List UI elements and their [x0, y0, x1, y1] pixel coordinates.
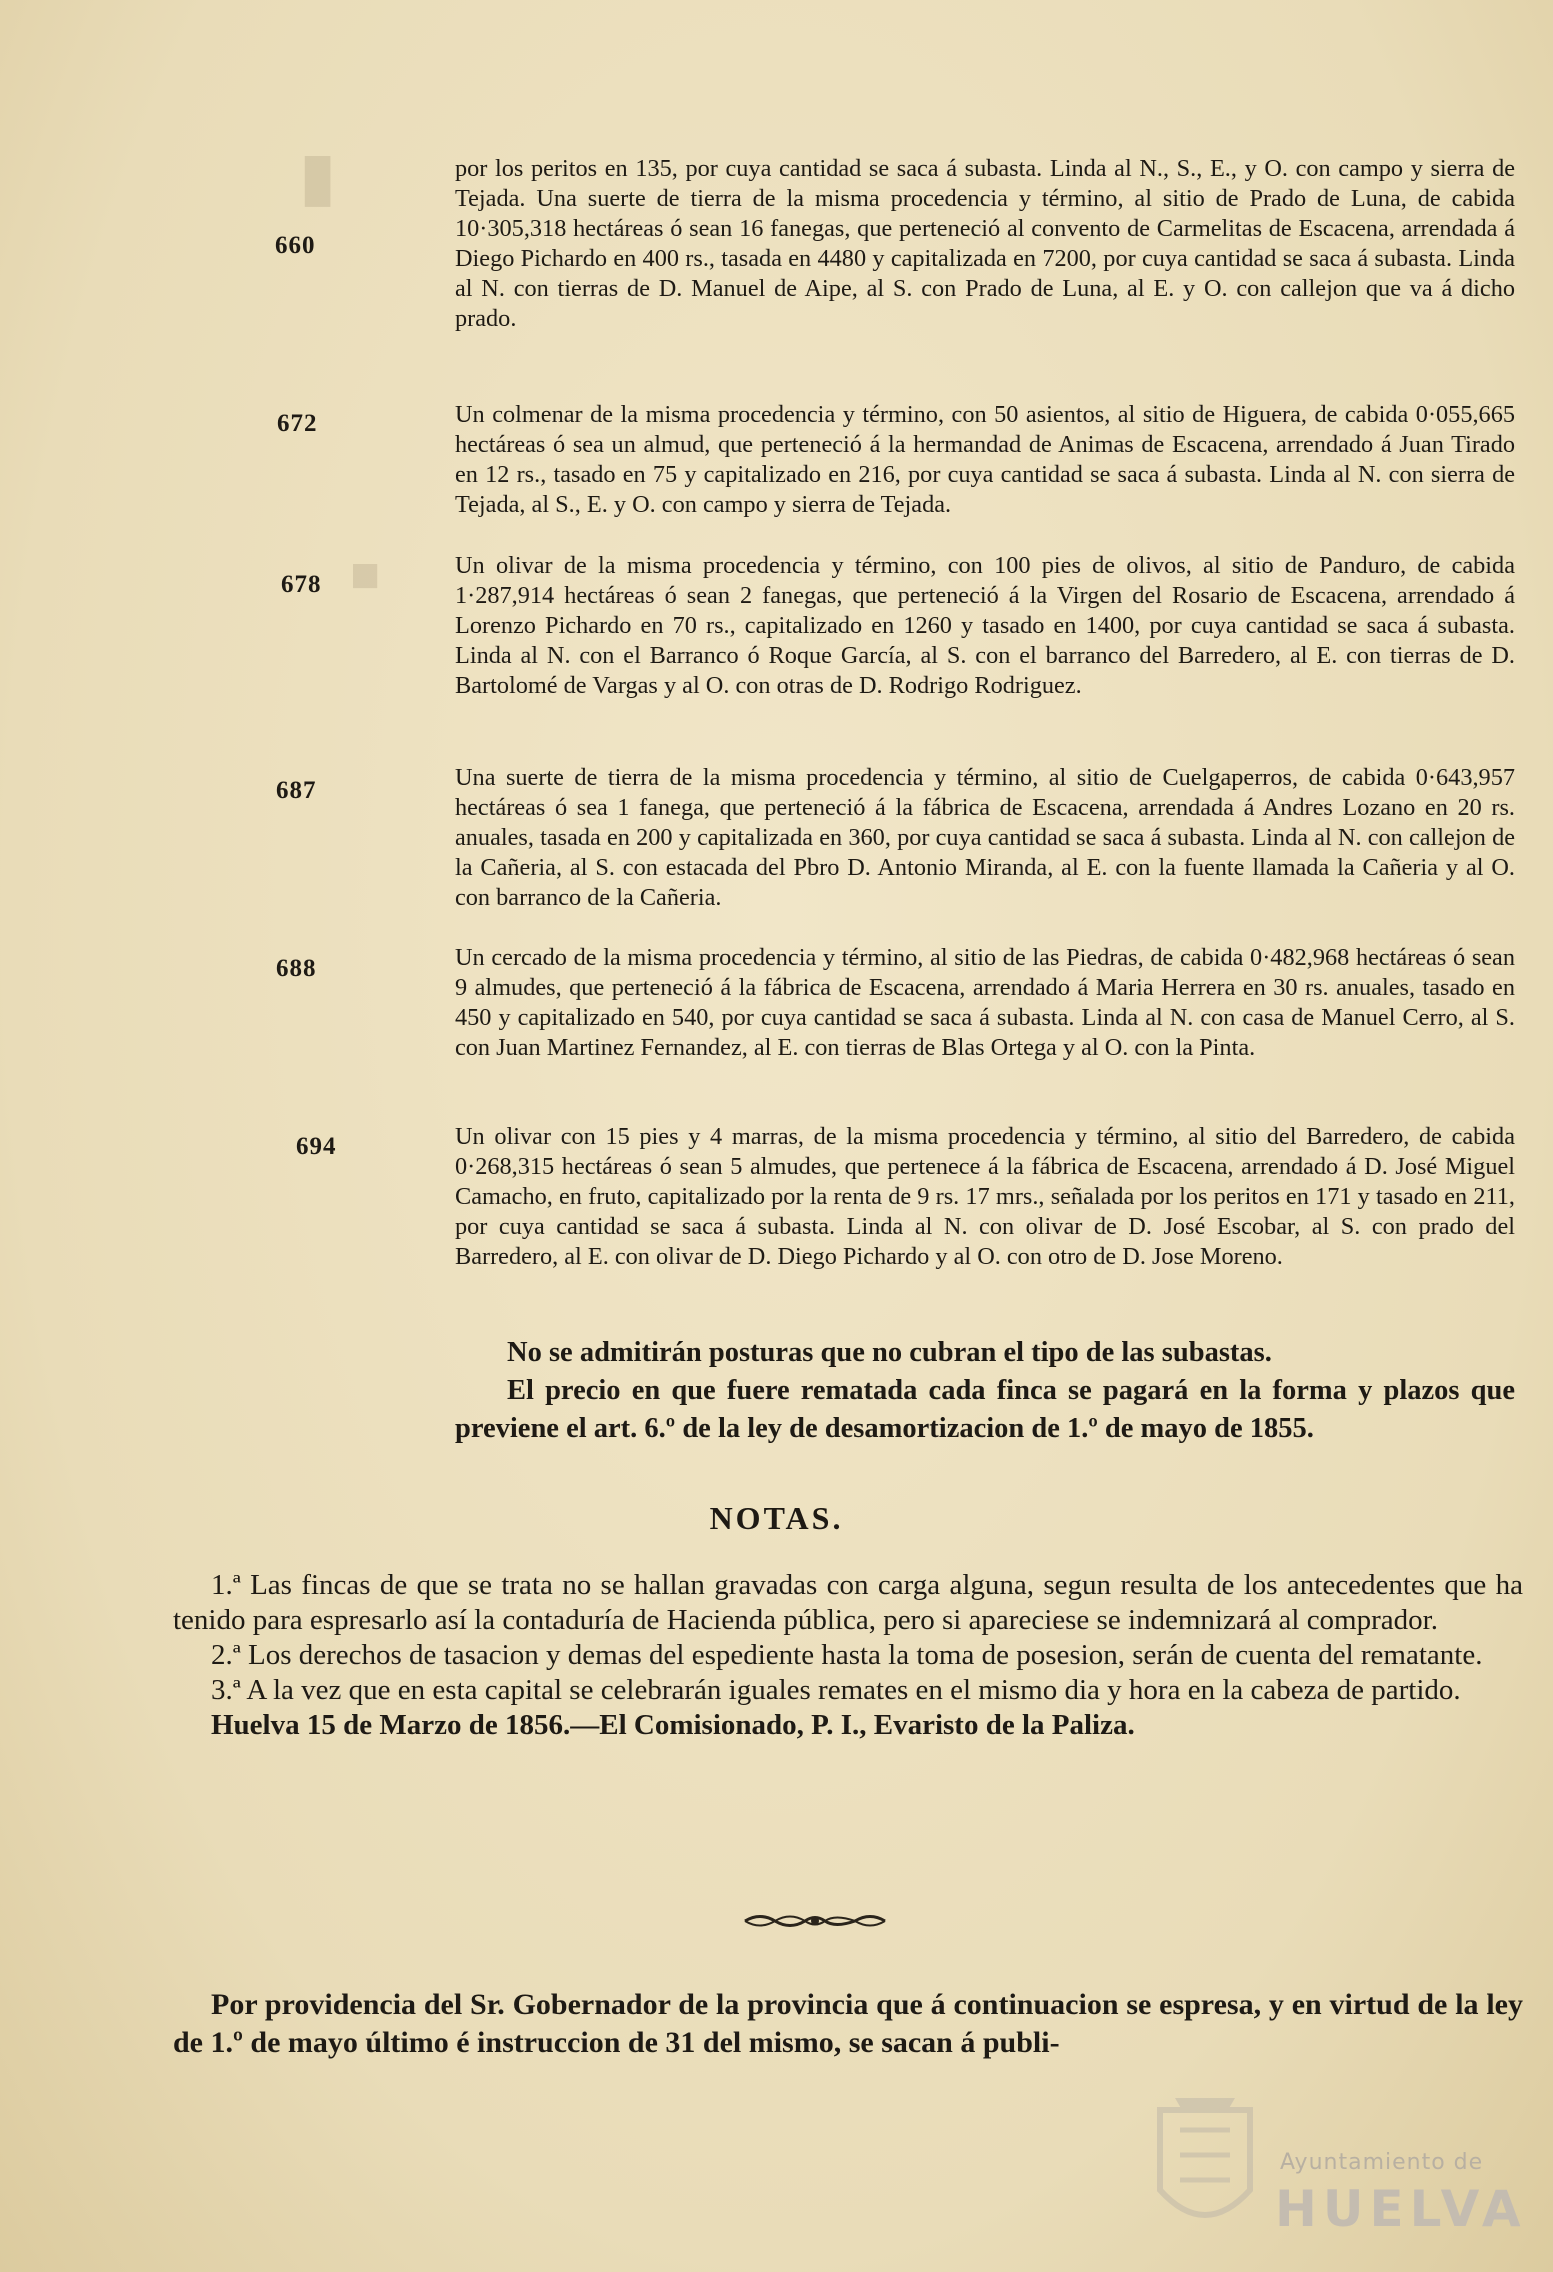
parcel-number: 687: [276, 777, 317, 804]
bleed-through-mark: ■: [350, 546, 381, 602]
notes-heading: NOTAS.: [709, 1500, 844, 1536]
notes-list: [173, 1568, 1523, 1743]
closing-conditions: [455, 1334, 1515, 1448]
entry-text: Un cercado de la misma procedencia y término, al sitio de las Piedras, de cabida 0·482,968 hectáreas ó sean 9 almudes, que perteneció á la fábrica de Escacena, arrendado á Maria Herrera en 30 rs. anuales, tasado en 450 y capitalizado en 540, por cuya cantidad se saca á subasta. Linda al N. con casa de Manuel Cerro, al S. con Juan Martinez Fernandez, al E. con tierras de Blas Ortega y al O. con la Pinta.: [455, 944, 1515, 1061]
entry-text: Un colmenar de la misma procedencia y término, con 50 asientos, al sitio de Higuera, de cabida 0·055,665 hectáreas ó sea un almud, que perteneció á la hermandad de Animas de Escacena, arrendado á Juan Tirado en 12 rs., tasado en 75 y capitalizado en 216, por cuya cantidad se saca á subasta. Linda al N. con sierra de Tejada, al S., E. y O. con campo y sierra de Tejada.: [455, 401, 1515, 518]
parcel-entry: [455, 1122, 1515, 1272]
parcel-number: 672: [277, 410, 318, 437]
announcement-paragraph: Por providencia del Sr. Gobernador de la provincia que á continuacion se espresa, y en virtud de la ley de 1.º de mayo último é instruccion de 31 del mismo, se sacan á publi-: [173, 1988, 1523, 2059]
parcel-number: 678: [281, 571, 322, 598]
signature-line: Huelva 15 de Marzo de 1856.—El Comisionado, P. I., Evaristo de la Paliza.: [211, 1709, 1135, 1741]
parcel-entry: [455, 943, 1515, 1063]
note-3: 3.ª A la vez que en esta capital se celebrarán iguales remates en el mismo dia y hora en la cabeza de partido.: [211, 1674, 1461, 1706]
parcel-number: 688: [276, 955, 317, 982]
closing-line-2: El precio en que fuere rematada cada finca se pagará en la forma y plazos que previene el art. 6.º de la ley de desamortizacion de 1.º de mayo de 1855.: [455, 1375, 1515, 1444]
parcel-entry: [455, 400, 1515, 520]
parcel-number: 660: [275, 232, 316, 259]
parcel-entry: [455, 551, 1515, 701]
note-1: 1.ª Las fincas de que se trata no se hallan gravadas con carga alguna, segun resulta de los antecedentes que ha tenido para espresarlo así la contaduría de Hacienda pública, pero si apareciese se indemnizará al comprador.: [173, 1569, 1523, 1636]
entry-text: por los peritos en 135, por cuya cantidad se saca á subasta. Linda al N., S., E., y O. con campo y sierra de Tejada. Una suerte de tierra de la misma procedencia y término, al sitio de Prado de Luna, de cabida 10·305,318 hectáreas ó sean 16 fanegas, que perteneció al convento de Carmelitas de Escacena, arrendada á Diego Pichardo en 400 rs., tasada en 4480 y capitalizada en 7200, por cuya cantidad se saca á subasta. Linda al N. con tierras de D. Manuel de Aipe, al S. con Prado de Luna, al E. y O. con callejon que va á dicho prado.: [455, 155, 1515, 332]
bleed-through-mark: ▮: [300, 141, 336, 212]
entry-text: Un olivar de la misma procedencia y término, con 100 pies de olivos, al sitio de Panduro, de cabida 1·287,914 hectáreas ó sean 2 fanegas, que perteneció á la Virgen del Rosario de Escacena, arrendado á Lorenzo Pichardo en 70 rs., capitalizado en 1260 y tasado en 1400, por cuya cantidad se saca á subasta. Linda al N. con el Barranco ó Roque García, al S. con el barranco del Barredero, al E. con tierras de D. Bartolomé de Vargas y al O. con otras de D. Rodrigo Rodriguez.: [455, 552, 1515, 699]
entry-text: Una suerte de tierra de la misma procedencia y término, al sitio de Cuelgaperros, de cabida 0·643,957 hectáreas ó sea 1 fanega, que perteneció á la fábrica de Escacena, arrendada á Andres Lozano en 20 rs. anuales, tasada en 200 y capitalizada en 360, por cuya cantidad se saca á subasta. Linda al N. con callejon de la Cañeria, al S. con estacada del Pbro D. Antonio Miranda, al E. con la fuente llamada la Cañeria y al O. con barranco de la Cañeria.: [455, 764, 1515, 911]
note-2: 2.ª Los derechos de tasacion y demas del espediente hasta la toma de posesion, serán de cuenta del rematante.: [211, 1639, 1483, 1671]
parcel-number: 694: [296, 1133, 337, 1160]
entry-text: Un olivar con 15 pies y 4 marras, de la misma procedencia y término, al sitio del Barredero, de cabida 0·268,315 hectáreas ó sean 5 almudes, que pertenece á la fábrica de Escacena, arrendado á D. José Miguel Camacho, en fruto, capitalizado por la renta de 9 rs. 17 mrs., señalada por los peritos en 171 y tasado en 211, por cuya cantidad se saca á subasta. Linda al N. con olivar de D. José Escobar, al S. con prado del Barredero, al E. con olivar de D. Diego Pichardo y al O. con otro de D. Jose Moreno.: [455, 1123, 1515, 1270]
closing-line-1: No se admitirán posturas que no cubran el tipo de las subastas.: [507, 1337, 1272, 1368]
parcel-entry: [455, 154, 1515, 334]
parcel-entry: [455, 763, 1515, 913]
ornament-divider-icon: [740, 1910, 890, 1932]
watermark-city: HUELVA: [1275, 2180, 1527, 2238]
watermark-caption: Ayuntamiento de: [1280, 2150, 1484, 2175]
